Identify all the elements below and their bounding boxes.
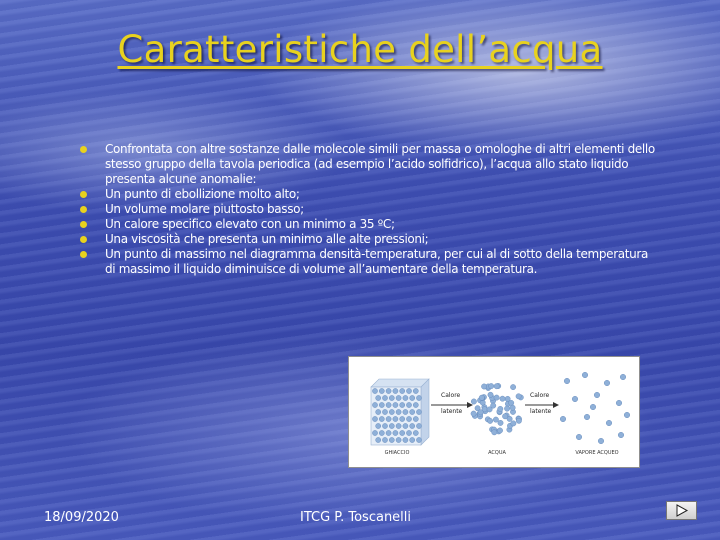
water-vapour-molecules [560,372,630,444]
molecule-icon [382,395,387,400]
molecule-icon [564,378,570,384]
molecule-icon [396,409,401,414]
molecule-icon [494,384,499,389]
molecule-icon [498,406,503,411]
molecule-icon [403,437,408,442]
molecule-icon [516,418,521,423]
arrow2-label-line1: Calore [530,392,550,399]
molecule-icon [389,437,394,442]
molecule-icon [510,405,515,410]
molecule-icon [379,416,384,421]
molecule-icon [379,402,384,407]
molecule-icon [413,402,418,407]
molecule-icon [489,383,494,388]
molecule-icon [560,416,566,422]
molecule-icon [511,421,516,426]
molecule-icon [594,392,600,398]
molecule-icon [500,396,505,401]
molecule-icon [604,380,610,386]
molecule-icon [410,409,415,414]
molecule-icon [413,388,418,393]
molecule-icon [498,420,503,425]
molecule-icon [488,392,493,397]
molecule-icon [406,402,411,407]
bullet-list [78,142,658,277]
molecule-icon [389,395,394,400]
molecule-icon [396,395,401,400]
molecule-icon [410,423,415,428]
molecule-icon [410,395,415,400]
molecule-icon [471,411,476,416]
molecule-icon [413,430,418,435]
label-vapour: VAPORE ACQUEO [575,450,619,456]
bullet-item [78,202,658,217]
molecule-icon [400,416,405,421]
molecule-icon [471,399,476,404]
arrow1-label-line1: Calore [441,392,461,399]
molecule-icon [406,416,411,421]
molecule-icon [372,416,377,421]
label-ice: GHIACCIO [384,450,410,456]
molecule-icon [582,372,588,378]
molecule-icon [393,402,398,407]
molecule-icon [590,404,596,410]
bullet-item [78,187,658,202]
molecule-icon [386,388,391,393]
molecule-icon [406,430,411,435]
molecule-icon [382,423,387,428]
bullet-text: Confrontata con altre sostanze dalle molecole simili per massa o omologhe di altri elementi dello stesso gruppo della tavola periodica (ad esempio l’acido solfidrico), l’acqua allo stato liquido presenta alcune anomalie: [105,142,655,186]
bullet-text: Una viscosità che presenta un minimo alle alte pressioni; [105,232,429,246]
molecule-icon [403,409,408,414]
bullet-text: Un calore specifico elevato con un minimo a 35 ºC; [105,217,395,231]
liquid-water-molecules [471,383,524,435]
bullet-text: Un punto di ebollizione molto alto; [105,187,300,201]
molecule-icon [584,414,590,420]
molecule-icon [386,402,391,407]
molecule-icon [410,437,415,442]
molecule-icon [487,418,492,423]
molecule-icon [576,434,582,440]
molecule-icon [400,402,405,407]
arrow-1 [431,392,473,425]
molecule-icon [620,374,626,380]
molecule-icon [379,388,384,393]
molecule-icon [376,395,381,400]
molecule-icon [416,409,421,414]
molecule-icon [492,430,497,435]
molecule-icon [606,420,612,426]
molecule-icon [396,437,401,442]
molecule-icon [393,416,398,421]
bullet-item [78,142,658,187]
molecule-icon [382,409,387,414]
next-slide-button[interactable] [666,501,697,520]
molecule-icon [624,412,630,418]
label-water: ACQUA [488,450,506,456]
footer-date: 18/09/2020 [44,510,119,525]
molecule-icon [372,388,377,393]
molecule-icon [393,430,398,435]
bullet-dot-icon [80,191,87,198]
bullet-dot-icon [80,251,87,258]
molecule-icon [598,438,604,444]
bullet-text: Un volume molare piuttosto basso; [105,202,304,216]
molecule-icon [389,423,394,428]
molecule-icon [403,423,408,428]
slide-title: Caratteristiche dell’acqua [117,28,603,71]
molecule-icon [406,388,411,393]
molecule-icon [400,388,405,393]
molecule-icon [382,437,387,442]
molecule-icon [497,428,502,433]
footer-school: ITCG P. Toscanelli [300,510,412,525]
ice-block [371,379,429,445]
states-of-water-figure [348,356,640,468]
bullet-item [78,232,658,247]
molecule-icon [416,423,421,428]
molecule-icon [386,430,391,435]
arrow-2 [525,392,559,415]
molecule-icon [502,414,507,419]
molecule-icon [389,409,394,414]
bullet-dot-icon [80,221,87,228]
arrow2-label-line2: latente [530,408,552,415]
molecule-icon [572,396,578,402]
molecule-icon [478,410,483,415]
bullet-dot-icon [80,146,87,153]
molecule-icon [376,409,381,414]
molecule-icon [386,416,391,421]
molecule-icon [413,416,418,421]
molecule-icon [494,395,499,400]
molecule-icon [379,430,384,435]
molecule-icon [616,400,622,406]
molecule-icon [504,406,509,411]
molecule-icon [376,437,381,442]
molecule-icon [416,395,421,400]
molecule-icon [516,394,521,399]
molecule-icon [493,417,498,422]
molecule-icon [491,403,496,408]
arrow1-label-line2: latente [441,408,463,415]
play-right-icon [675,504,689,517]
molecule-icon [376,423,381,428]
bullet-dot-icon [80,206,87,213]
bullet-text: Un punto di massimo nel diagramma densità-temperatura, per cui al di sotto della temperatura di massimo il liquido diminuisce di volume all’aumentare della temperatura. [105,247,648,276]
molecule-icon [393,388,398,393]
bullet-dot-icon [80,236,87,243]
molecule-icon [505,396,510,401]
molecule-icon [372,430,377,435]
states-diagram [349,357,639,467]
molecule-icon [510,384,515,389]
molecule-icon [479,395,484,400]
bullet-item [78,217,658,232]
bullet-item [78,247,658,277]
molecule-icon [396,423,401,428]
molecule-icon [618,432,624,438]
molecule-icon [481,384,486,389]
molecule-icon [403,395,408,400]
molecule-icon [372,402,377,407]
molecule-icon [416,437,421,442]
molecule-icon [400,430,405,435]
